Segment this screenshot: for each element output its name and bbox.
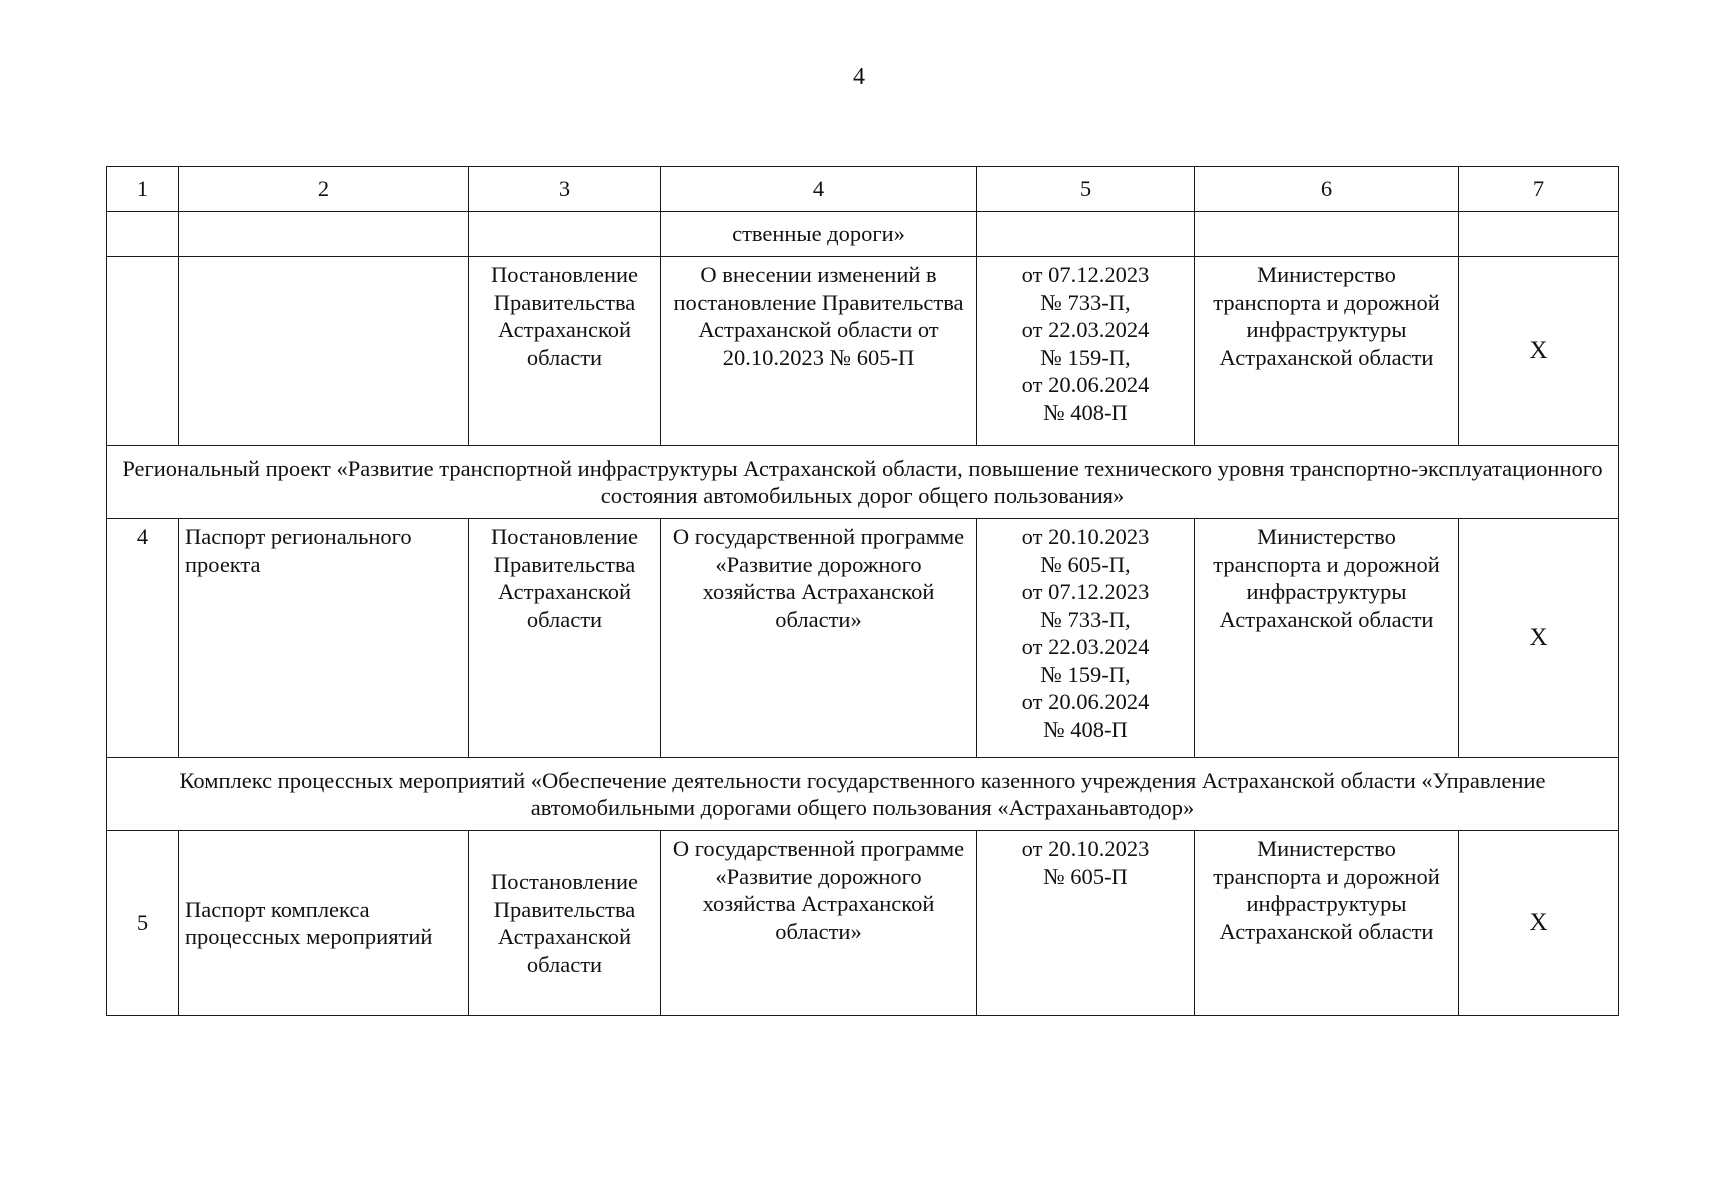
cell-empty <box>107 212 179 257</box>
table-row <box>107 519 1619 758</box>
column-header-2: 2 <box>179 167 469 212</box>
document-title: О государственной программе «Развитие дорожного хозяйства Астраханской области» <box>661 519 977 758</box>
column-header-7: 7 <box>1459 167 1619 212</box>
document-dates <box>977 831 1195 1016</box>
section-heading: Региональный проект «Развитие транспортной инфраструктуры Астраханской области, повышение технического уровня транспортно-эксплуатационного состояния автомобильных дорог общего пользования» <box>107 446 1619 519</box>
section-heading-row <box>107 758 1619 831</box>
date-line: № 159-П, <box>1040 661 1131 687</box>
table-row <box>107 831 1619 1016</box>
date-line: № 733-П, <box>1040 606 1131 632</box>
document-name <box>179 257 469 446</box>
date-line: от 20.10.2023 <box>1021 836 1150 861</box>
page-number: 4 <box>853 64 865 90</box>
row-number <box>107 257 179 446</box>
cell-empty <box>977 212 1195 257</box>
document-type: Постановление Правительства Астраханской области <box>469 519 661 758</box>
cell-empty <box>179 212 469 257</box>
document-title: О внесении изменений в постановление Правительства Астраханской области от 20.10.2023 № 605-П <box>661 257 977 446</box>
continuation-text: ственные дороги» <box>661 212 977 257</box>
responsible-body: Министерство транспорта и дорожной инфраструктуры Астраханской области <box>1195 257 1459 446</box>
column-number-header <box>107 167 1619 212</box>
section-heading-row <box>107 446 1619 519</box>
table-row <box>107 257 1619 446</box>
date-line: от 20.06.2024 <box>1021 689 1150 714</box>
document-type: Постановление Правительства Астраханской области <box>469 831 661 1016</box>
mark-cell: X <box>1459 519 1619 758</box>
date-line: от 07.12.2023 <box>1021 579 1150 604</box>
column-header-1: 1 <box>107 167 179 212</box>
section-heading: Комплекс процессных мероприятий «Обеспечение деятельности государственного казенного учреждения Астраханской области «Управление автомобильными дорогами общего пользования «Астраханьавтодор» <box>107 758 1619 831</box>
row-number: 4 <box>107 519 179 758</box>
date-line: № 408-П <box>1043 399 1128 425</box>
mark-cell: X <box>1459 257 1619 446</box>
column-header-6: 6 <box>1195 167 1459 212</box>
date-line: № 605-П, <box>1040 551 1131 577</box>
continuation-row <box>107 212 1619 257</box>
date-line: от 20.10.2023 <box>1021 524 1150 549</box>
registry-table <box>106 166 1619 1016</box>
cell-empty <box>1459 212 1619 257</box>
column-header-3: 3 <box>469 167 661 212</box>
date-line: от 22.03.2024 <box>1021 634 1150 659</box>
date-line: № 159-П, <box>1040 344 1131 370</box>
row-number: 5 <box>107 831 179 1016</box>
date-line: от 07.12.2023 <box>1021 262 1150 287</box>
responsible-body: Министерство транспорта и дорожной инфраструктуры Астраханской области <box>1195 831 1459 1016</box>
date-line: от 20.06.2024 <box>1021 372 1150 397</box>
cell-empty <box>469 212 661 257</box>
cell-empty <box>1195 212 1459 257</box>
responsible-body: Министерство транспорта и дорожной инфраструктуры Астраханской области <box>1195 519 1459 758</box>
document-dates <box>977 519 1195 758</box>
column-header-4: 4 <box>661 167 977 212</box>
date-line: № 408-П <box>1043 716 1128 742</box>
column-header-5: 5 <box>977 167 1195 212</box>
date-line: № 733-П, <box>1040 289 1131 315</box>
date-line: № 605-П <box>1043 863 1128 889</box>
document-name: Паспорт регионального проекта <box>179 519 469 758</box>
document-name: Паспорт комплекса процессных мероприятий <box>179 831 469 1016</box>
document-title: О государственной программе «Развитие дорожного хозяйства Астраханской области» <box>661 831 977 1016</box>
date-line: от 22.03.2024 <box>1021 317 1150 342</box>
document-type: Постановление Правительства Астраханской области <box>469 257 661 446</box>
document-dates <box>977 257 1195 446</box>
mark-cell: X <box>1459 831 1619 1016</box>
